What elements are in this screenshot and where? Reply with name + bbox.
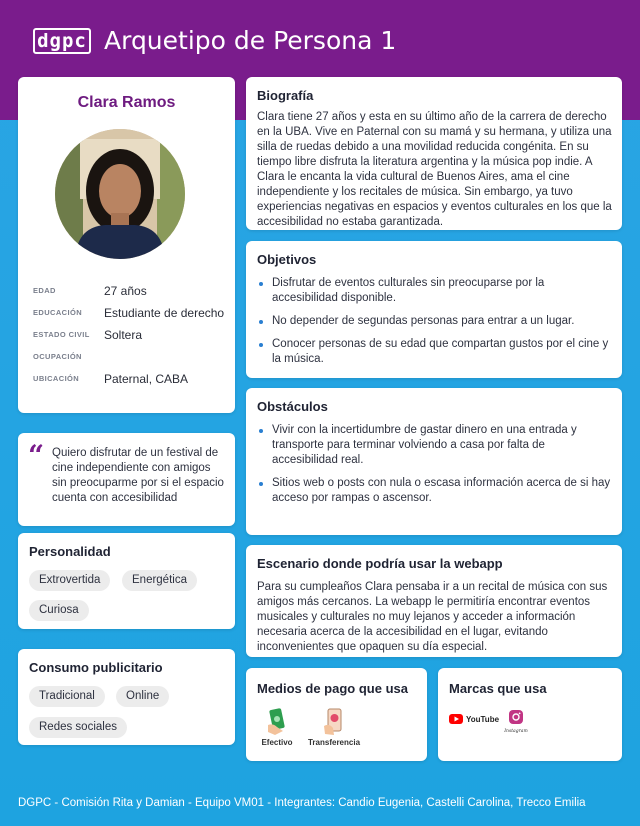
obstacle-item: Sitios web o posts con nula o escasa información acerca de si hay acceso por rampas o ascensor. [257,476,611,506]
goals-card [246,241,622,378]
obstacles-title: Obstáculos [257,399,328,414]
fact-value [104,349,228,365]
ad-chip: Redes sociales [29,717,127,738]
fact-value: 27 años [104,284,147,298]
obstacles-list [257,423,611,514]
fact-value: Paternal, CABA [104,372,189,386]
fact-age [33,283,228,299]
goals-list [257,276,611,375]
payment-method-cash [258,708,296,747]
phone-transfer-icon [322,708,346,736]
quote-text: Quiero disfrutar de un festival de cine independiente con amigos sin preocuparme por si el espacio cuenta con accesibilidad [52,447,224,504]
instagram-icon [509,710,523,724]
scenario-card [246,545,622,657]
brands-title: Marcas que usa [449,681,547,696]
brand-label: YouTube [466,714,500,724]
payment-method-transfer [302,708,366,747]
fact-label: EDUCACIÓN [33,308,83,317]
personality-title: Personalidad [29,544,111,559]
brand-youtube [449,714,499,724]
biography-title: Biografía [257,88,314,103]
biography-text: Clara tiene 27 años y esta en su último año de la carrera de derecho en la UBA. Vive en Paternal con su mamá y su hermana, y utiliza una silla de ruedas debido a una movilidad reducida congénita. En su tiempo libre disfruta la literatura argentina y la música pop indie. A Clara le encanta la vida cultural de Buenos Aires, ama el cine independiente y los recitales de música. Sin embargo, ya tuvo experiencias negativas en espacios y eventos culturales en los que la accesibilidad no estaba garantizada. [257,111,612,228]
fact-label: UBICACIÓN [33,374,80,383]
profile-card [18,77,235,413]
fact-education [33,305,228,321]
goals-title: Objetivos [257,252,317,267]
personality-chip: Curiosa [29,600,89,621]
scenario-text: Para su cumpleaños Clara pensaba ir a un recital de música con sus amigos más cercanos. La webapp le permitiría encontrar eventos musicales y culturales no muy lejanos y acceder a información necesaria acerca de la accesibilidad en el lugar, evitando inconvenientes que opaquen su día especial. [257,581,608,653]
quote-mark-icon: “ [28,439,45,472]
biography-card [246,77,622,230]
payment-method-label: Transferencia [307,738,361,747]
goal-item: Disfrutar de eventos culturales sin preocuparse por la accesibilidad disponible. [257,276,611,306]
payment-title: Medios de pago que usa [257,681,408,696]
fact-label: EDAD [33,286,56,295]
obstacle-item: Vivir con la incertidumbre de gastar dinero en una entrada y transporte para terminar volviendo a casa por falta de accesibilidad real. [257,423,611,468]
page-title: Arquetipo de Persona 1 [104,26,397,55]
fact-value: Soltera [104,328,143,342]
ad-chip: Online [116,686,169,707]
ad-consumption-card [18,649,235,745]
personality-chip: Energética [122,570,197,591]
brands-card [438,668,622,761]
ad-chip: Tradicional [29,686,105,707]
personality-chip: Extrovertida [29,570,110,591]
ad-consumption-title: Consumo publicitario [29,660,163,675]
cash-icon [265,708,289,736]
avatar [55,129,185,259]
obstacles-card [246,388,622,535]
persona-facts [33,283,228,393]
persona-name: Clara Ramos [77,94,176,111]
payment-method-label: Efectivo [261,738,293,747]
quote-card [18,433,235,526]
brand-label: Instagram [504,729,528,734]
fact-occupation [33,349,228,365]
youtube-icon [449,714,463,724]
payment-methods-card [246,668,427,761]
dgpc-logo: dgpc [33,28,91,54]
fact-civil-status [33,327,228,343]
footer-credits: DGPC - Comisión Rita y Damian - Equipo VM01 - Integrantes: Candio Eugenia, Castelli Carolina, Trecco Emilia [18,797,586,809]
goal-item: Conocer personas de su edad que compartan gustos por el cine y la música. [257,337,611,367]
scenario-title: Escenario donde podría usar la webapp [257,556,503,571]
goal-item: No depender de segundas personas para entrar a un lugar. [257,314,611,329]
fact-label: OCUPACIÓN [33,352,82,361]
personality-card [18,533,235,629]
brand-instagram [504,710,528,734]
fact-label: ESTADO CIVIL [33,330,90,339]
fact-location [33,371,228,387]
fact-value: Estudiante de derecho [104,306,225,320]
